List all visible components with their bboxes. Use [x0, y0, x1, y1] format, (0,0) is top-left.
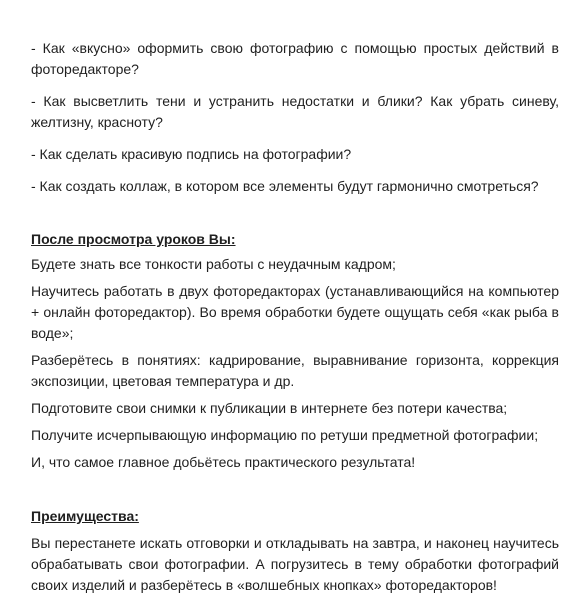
- document-body: [31, 38, 559, 596]
- advantages-section: [31, 506, 559, 596]
- question-item: - Как сделать красивую подпись на фотографии?: [31, 146, 352, 162]
- benefit-item: Получите исчерпывающую информацию по ретуши предметной фотографии;: [31, 427, 539, 443]
- benefit-item: Разберётесь в понятиях: кадрирование, выравнивание горизонта, коррекция экспозиции, цветовая температура и др.: [31, 352, 559, 389]
- after-lessons-section: [31, 229, 559, 473]
- spacer: [31, 197, 559, 229]
- benefit-item: Подготовите свои снимки к публикации в интернете без потери качества;: [31, 400, 508, 416]
- benefit-item: Научитесь работать в двух фоторедакторах (устанавливающийся на компьютер + онлайн фоторедактор). Во время обработки будете ощущать себя «как рыба в воде»;: [31, 283, 559, 341]
- benefit-item: И, что самое главное добьётесь практического результата!: [31, 454, 416, 470]
- spacer: [31, 473, 559, 506]
- benefit-item: Будете знать все тонкости работы с неудачным кадром;: [31, 256, 396, 272]
- question-item: - Как высветлить тени и устранить недостатки и блики? Как убрать синеву, желтизну, красноту?: [31, 93, 559, 130]
- after-lessons-heading: После просмотра уроков Вы:: [31, 231, 236, 247]
- advantages-heading: Преимущества:: [31, 508, 139, 524]
- question-item: - Как создать коллаж, в котором все элементы будут гармонично смотреться?: [31, 178, 539, 194]
- advantages-text: Вы перестанете искать отговорки и откладывать на завтра, и наконец научитесь обрабатывать свои фотографии. А погрузитесь в тему обработки фотографий своих изделий и разберётесь в «волшебных кнопках» фоторедакторов!: [31, 535, 559, 593]
- question-item: - Как «вкусно» оформить свою фотографию с помощью простых действий в фоторедакторе?: [31, 40, 559, 77]
- intro-questions: [31, 38, 559, 197]
